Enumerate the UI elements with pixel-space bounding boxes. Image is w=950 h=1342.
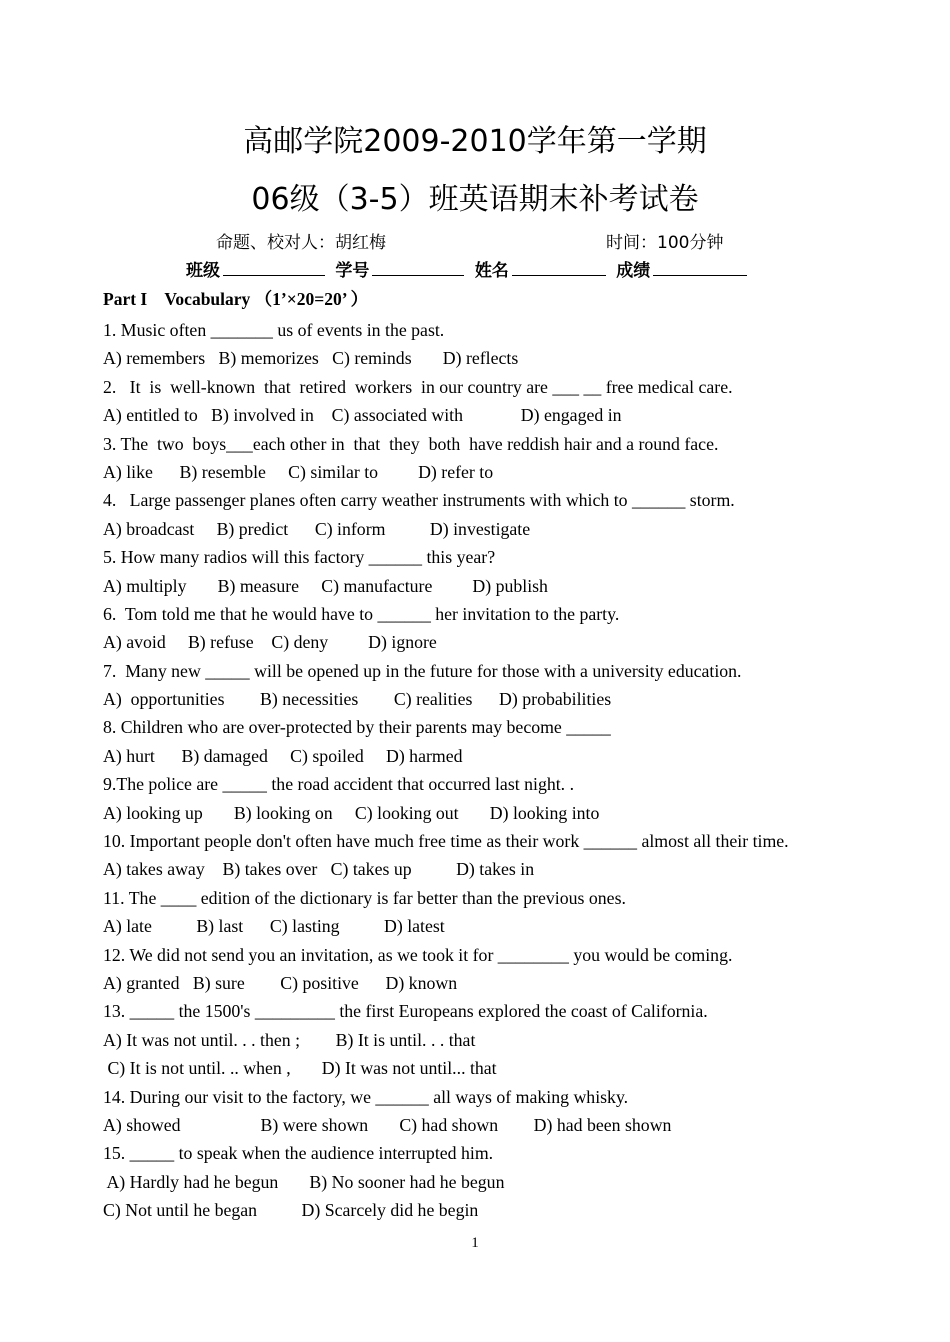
question-stem: 7. Many new _____ will be opened up in the future for those with a university education. — [103, 660, 742, 681]
class-label: 班级 — [186, 261, 220, 281]
answer-options: A) takes away B) takes over C) takes up D) takes in — [103, 859, 535, 880]
score-label: 成绩 — [616, 261, 651, 281]
question-stem: 3. The two boys___each other in that they both have reddish hair and a round face. — [103, 433, 719, 454]
answer-options: A) opportunities B) necessities C) realities D) probabilities — [103, 689, 612, 710]
time-info: 时间：100分钟 — [606, 233, 724, 253]
question-stem: 15. _____ to speak when the audience interrupted him. — [103, 1143, 494, 1164]
answer-options: C) It is not until. .. when , D) It was not until... that — [103, 1058, 497, 1079]
answer-options: A) entitled to B) involved in C) associated with D) engaged in — [103, 405, 622, 426]
answer-options: A) like B) resemble C) similar to D) refer to — [103, 461, 494, 482]
question-list — [103, 316, 789, 1225]
answer-options: A) Hardly had he begun B) No sooner had he begun — [103, 1171, 505, 1192]
name-label: 姓名 — [474, 261, 509, 281]
name-blank[interactable] — [512, 259, 606, 276]
answer-options: A) showed B) were shown C) had shown D) had been shown — [103, 1114, 672, 1135]
answer-options: C) Not until he began D) Scarcely did he begin — [103, 1200, 479, 1221]
student-info-row — [186, 259, 752, 283]
question-stem: 8. Children who are over-protected by their parents may become _____ — [103, 717, 611, 738]
answer-options: A) remembers B) memorizes C) reminds D) reflects — [103, 348, 519, 369]
question-stem: 11. The ____ edition of the dictionary is far better than the previous ones. — [103, 887, 626, 908]
answer-options: A) late B) last C) lasting D) latest — [103, 916, 445, 937]
question-stem: 13. _____ the 1500's _________ the first Europeans explored the coast of California. — [103, 1001, 708, 1022]
question-stem: 6. Tom told me that he would have to ______ her invitation to the party. — [103, 603, 620, 624]
answer-options: A) multiply B) measure C) manufacture D) publish — [103, 575, 548, 596]
answer-options: A) looking up B) looking on C) looking out D) looking into — [103, 802, 600, 823]
question-stem: 1. Music often _______ us of events in the past. — [103, 320, 445, 340]
id-label: 学号 — [335, 261, 370, 281]
question-stem: 4. Large passenger planes often carry weather instruments with which to ______ storm. — [103, 490, 735, 511]
question-stem: 2. It is well-known that retired workers in our country are ___ __ free medical care. — [103, 376, 733, 397]
class-blank[interactable] — [223, 259, 325, 276]
question-stem: 14. During our visit to the factory, we ______ all ways of making whisky. — [103, 1086, 629, 1107]
page-number: 1 — [471, 1235, 479, 1251]
question-stem: 5. How many radios will this factory ______ this year? — [103, 547, 496, 568]
answer-options: A) broadcast B) predict C) inform D) investigate — [103, 518, 531, 539]
section-title: Part I Vocabulary （1’×20=20’ ） — [103, 289, 369, 309]
question-stem: 12. We did not send you an invitation, as we took it for ________ you would be coming. — [103, 944, 733, 965]
exam-title-line1: 高邮学院2009-2010学年第一学期 — [243, 124, 707, 159]
answer-options: A) avoid B) refuse C) deny D) ignore — [103, 632, 437, 653]
author-info: 命题、校对人：胡红梅 — [216, 233, 386, 253]
answer-options: A) It was not until. . . then ; B) It is until. . . that — [103, 1029, 476, 1050]
answer-options: A) hurt B) damaged C) spoiled D) harmed — [103, 745, 463, 766]
exam-title-line2: 06级（3-5）班英语期末补考试卷 — [251, 182, 699, 217]
score-blank[interactable] — [653, 259, 747, 276]
id-blank[interactable] — [372, 259, 464, 276]
question-stem: 10. Important people don't often have much free time as their work ______ almost all their time. — [103, 831, 789, 852]
answer-options: A) granted B) sure C) positive D) known — [103, 972, 458, 993]
question-stem: 9.The police are _____ the road accident that occurred last night. . — [103, 774, 575, 795]
